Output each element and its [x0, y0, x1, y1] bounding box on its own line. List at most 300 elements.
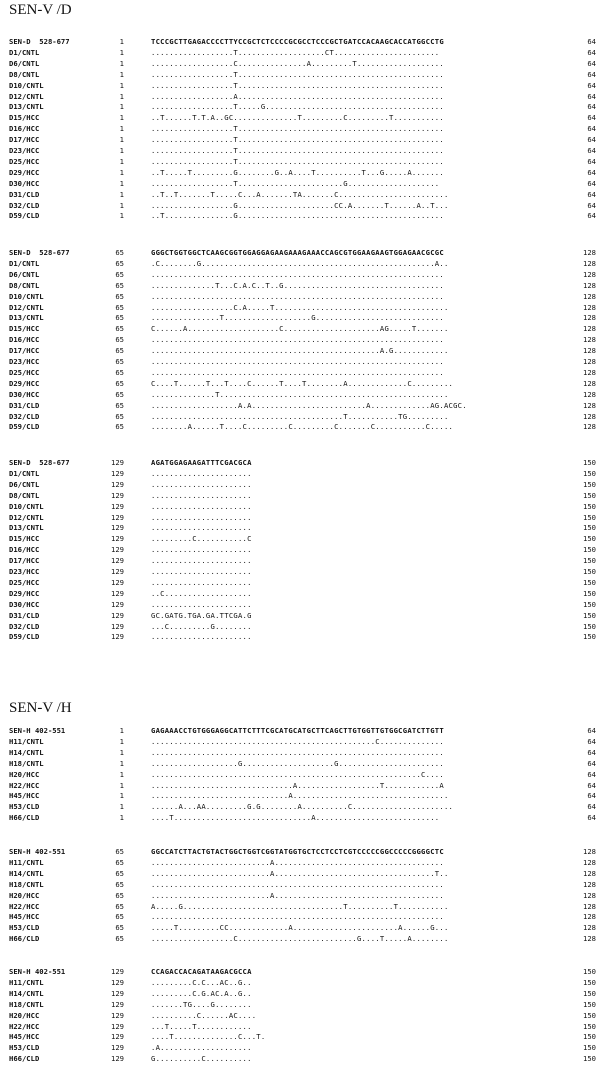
sequence-text: ...................... [151, 490, 252, 500]
sequence-text: ..........C......AC.... [151, 1010, 257, 1020]
sequence-text: ..T.....T.........G........G..A....T..........T...G.....A....... [151, 167, 444, 177]
start-position: 65 [115, 912, 124, 922]
start-position: 65 [115, 378, 124, 388]
start-position: 129 [111, 1021, 124, 1031]
alignment-row [0, 69, 601, 80]
start-position: 65 [115, 367, 124, 377]
start-position: 129 [111, 588, 124, 598]
alignment-row [0, 367, 601, 378]
sequence-text: ...................... [151, 523, 252, 533]
end-position: 128 [583, 879, 596, 889]
alignment-row [0, 258, 601, 269]
start-position: 129 [111, 512, 124, 522]
sequence-label: SEN-H 402-551 [9, 726, 66, 735]
start-position: 65 [115, 400, 124, 410]
sequence-text: ...T.....T............ [151, 1021, 252, 1031]
alignment-row [0, 468, 601, 479]
sequence-label: SEN-D 528-677 [9, 37, 70, 46]
start-position: 65 [115, 302, 124, 312]
sequence-text: ...................A.A.........................A.............AG.ACGC. [151, 400, 467, 410]
end-position: 64 [587, 758, 596, 768]
sequence-label: D29/HCC [9, 378, 40, 388]
sequence-label: D8/CNTL [9, 280, 40, 290]
sequence-label: H45/HCC [9, 912, 40, 922]
start-position: 129 [111, 523, 124, 533]
sequence-label: D6/CNTL [9, 58, 40, 68]
alignment-row [0, 544, 601, 555]
start-position: 65 [115, 422, 124, 432]
end-position: 150 [583, 468, 596, 478]
start-position: 65 [115, 291, 124, 301]
sequence-text: GGCCATCTTACTGTACTGGCTGGTCGGTATGGTGCTCCTCCTCGTCCCCCGGCCCCCGGGGCTC [151, 847, 444, 856]
sequence-label: H53/CLD [9, 1043, 40, 1053]
end-position: 150 [583, 567, 596, 576]
sequence-text: ................................................................ [151, 367, 444, 377]
end-position: 128 [583, 378, 596, 388]
end-position: 128 [583, 422, 596, 432]
end-position: 64 [587, 156, 596, 166]
sequence-label: D10/CNTL [9, 291, 44, 301]
sequence-label: D30/HCC [9, 599, 40, 609]
end-position: 64 [587, 813, 596, 823]
end-position: 128 [583, 269, 596, 279]
alignment-row [0, 112, 601, 123]
end-position: 64 [587, 178, 596, 188]
sequence-text: .C........G...................................................A.. [151, 258, 449, 268]
sequence-label: D31/CLD [9, 610, 40, 620]
sequence-text: .........C...........C [151, 534, 252, 544]
start-position: 129 [111, 1054, 124, 1064]
alignment-row [0, 566, 601, 577]
alignment-row [0, 312, 601, 323]
sequence-label: H20/HCC [9, 890, 40, 900]
sequence-label: D59/CLD [9, 632, 40, 642]
sequence-text: ...C.........G........ [151, 621, 252, 631]
sequence-text: ..T...............G............................................. [151, 211, 444, 221]
sequence-label: D29/HCC [9, 588, 40, 598]
sequence-label: D31/CLD [9, 400, 40, 410]
alignment-row [0, 323, 601, 334]
end-position: 128 [583, 248, 596, 257]
sequence-text: ...................... [151, 545, 252, 555]
sequence-label: D16/HCC [9, 335, 40, 345]
sequence-label: D16/HCC [9, 124, 40, 134]
sequence-label: H11/CNTL [9, 977, 44, 987]
end-position: 128 [583, 411, 596, 421]
alignment-row [0, 922, 601, 933]
sequence-text: ..............T.................................................. [151, 389, 449, 399]
start-position: 65 [115, 346, 124, 356]
sequence-label: D17/HCC [9, 346, 40, 356]
sequence-text: CCAGACCACAGATAAGACGCCA [151, 967, 252, 976]
start-position: 129 [111, 999, 124, 1009]
start-position: 129 [111, 1010, 124, 1020]
end-position: 150 [583, 632, 596, 642]
start-position: 129 [111, 545, 124, 555]
sequence-text: ..........................A..................................... [151, 890, 444, 900]
sequence-text: ...............T...................G............................ [151, 313, 444, 323]
end-position: 64 [587, 58, 596, 68]
start-position: 1 [119, 769, 124, 779]
sequence-label: D25/HCC [9, 367, 40, 377]
sequence-text: ..................C.A.....T...................................... [151, 302, 449, 312]
start-position: 129 [111, 556, 124, 566]
sequence-text: ..........................A..................................... [151, 857, 444, 867]
reference-row [0, 247, 601, 258]
sequence-label: D10/CNTL [9, 501, 44, 511]
alignment-row [0, 790, 601, 801]
start-position: 65 [115, 269, 124, 279]
sequence-text: ..................C...............A.........T................... [151, 58, 444, 68]
end-position: 128 [583, 324, 596, 334]
sequence-text: GAGAAACCTGTGGGAGGCATTCTTTCGCATGCATGCTTCAGCTTGTGGTTGTGGCGATCTTGTT [151, 726, 444, 735]
sequence-text: ..................C..........................G....T.....A........ [151, 934, 449, 944]
start-position: 129 [111, 977, 124, 987]
sequence-text: ..................T.....G....................................... [151, 102, 444, 112]
sequence-text: A.....G...................................T..........T........... [151, 901, 449, 911]
alignment-row [0, 156, 601, 167]
end-position: 64 [587, 146, 596, 155]
sequence-label: D23/HCC [9, 357, 40, 366]
end-position: 64 [587, 189, 596, 199]
sequence-label: D8/CNTL [9, 490, 40, 500]
reference-row [0, 966, 601, 977]
alignment-row [0, 134, 601, 145]
sequence-text: .....T.........CC.............A.......................A......G... [151, 923, 449, 933]
end-position: 128 [583, 400, 596, 410]
end-position: 64 [587, 167, 596, 177]
sequence-label: D6/CNTL [9, 269, 40, 279]
end-position: 128 [583, 291, 596, 301]
alignment-row [0, 167, 601, 178]
end-position: 128 [583, 302, 596, 312]
start-position: 129 [111, 1032, 124, 1042]
sequence-text: ................................................................ [151, 879, 444, 889]
sequence-label: D31/CLD [9, 189, 40, 199]
start-position: 1 [119, 113, 124, 123]
start-position: 129 [111, 534, 124, 544]
end-position: 128 [583, 847, 596, 856]
end-position: 128 [583, 923, 596, 933]
end-position: 64 [587, 91, 596, 101]
alignment-row [0, 1042, 601, 1053]
sequence-label: D12/CNTL [9, 512, 44, 522]
start-position: 1 [119, 813, 124, 823]
alignment-row [0, 356, 601, 367]
start-position: 65 [115, 890, 124, 900]
sequence-text: ................................................................ [151, 335, 444, 345]
sequence-text: ...................... [151, 577, 252, 587]
start-position: 1 [119, 736, 124, 746]
sequence-text: ...................G....................G....................... [151, 758, 444, 768]
reference-row [0, 725, 601, 736]
end-position: 128 [583, 389, 596, 399]
sequence-label: D23/HCC [9, 146, 40, 155]
start-position: 1 [119, 146, 124, 155]
sequence-label: D17/HCC [9, 556, 40, 566]
alignment-row [0, 588, 601, 599]
end-position: 128 [583, 280, 596, 290]
end-position: 64 [587, 135, 596, 145]
end-position: 64 [587, 47, 596, 57]
start-position: 1 [119, 747, 124, 757]
sequence-label: H66/CLD [9, 813, 40, 823]
start-position: 1 [119, 91, 124, 101]
alignment-row [0, 178, 601, 189]
sequence-text: ...................... [151, 632, 252, 642]
end-position: 150 [583, 999, 596, 1009]
sequence-label: D15/HCC [9, 534, 40, 544]
end-position: 128 [583, 313, 596, 323]
alignment-row [0, 80, 601, 91]
sequence-label: H14/CNTL [9, 868, 44, 878]
end-position: 128 [583, 890, 596, 900]
sequence-label: D30/HCC [9, 389, 40, 399]
sequence-label: D12/CNTL [9, 91, 44, 101]
sequence-text: GC.GATG.TGA.GA.TTCGA.G [151, 610, 252, 620]
end-position: 128 [583, 367, 596, 377]
end-position: 150 [583, 479, 596, 489]
sequence-label: D15/HCC [9, 113, 40, 123]
end-position: 150 [583, 1043, 596, 1053]
sequence-text: ..............T...C.A.C..T..G................................... [151, 280, 444, 290]
end-position: 150 [583, 1032, 596, 1042]
sequence-label: H66/CLD [9, 934, 40, 944]
start-position: 129 [111, 967, 124, 976]
sequence-text: ..................T............................................. [151, 146, 444, 155]
alignment-row [0, 933, 601, 944]
start-position: 129 [111, 479, 124, 489]
end-position: 128 [583, 258, 596, 268]
sequence-text: .................................................C.............. [151, 736, 444, 746]
sequence-text: .........C.G.AC.A..G.. [151, 988, 252, 998]
end-position: 150 [583, 588, 596, 598]
sequence-text: .......TG....G........ [151, 999, 252, 1009]
alignment-row [0, 189, 601, 200]
end-position: 150 [583, 523, 596, 533]
start-position: 1 [119, 47, 124, 57]
reference-row [0, 846, 601, 857]
end-position: 150 [583, 1021, 596, 1031]
alignment-row [0, 411, 601, 422]
sequence-label: H20/HCC [9, 1010, 40, 1020]
start-position: 1 [119, 124, 124, 134]
alignment-row [0, 1010, 601, 1021]
alignment-row [0, 47, 601, 58]
end-position: 128 [583, 901, 596, 911]
sequence-label: D1/CNTL [9, 47, 40, 57]
sequence-label: D59/CLD [9, 211, 40, 221]
alignment-row [0, 911, 601, 922]
reference-row [0, 36, 601, 47]
sequence-text: ................................................................ [151, 269, 444, 279]
sequence-label: D8/CNTL [9, 69, 40, 79]
alignment-row [0, 378, 601, 389]
alignment-row [0, 58, 601, 69]
sequence-text: ...................... [151, 501, 252, 511]
start-position: 65 [115, 934, 124, 944]
sequence-text: ....T..............................A........................... [151, 813, 440, 823]
alignment-row [0, 988, 601, 999]
end-position: 150 [583, 610, 596, 620]
end-position: 64 [587, 726, 596, 735]
start-position: 65 [115, 847, 124, 856]
start-position: 65 [115, 313, 124, 323]
end-position: 150 [583, 621, 596, 631]
end-position: 150 [583, 988, 596, 998]
end-position: 150 [583, 977, 596, 987]
sequence-text: ..................T............................................. [151, 156, 444, 166]
sequence-text: ..................T.......................G.................... [151, 178, 440, 188]
sequence-text: TCCCGCTTGAGACCCCTTYCCGCTCTCCCCGCGCCTCCCGCTGATCCACAAGCACCATGGCCTG [151, 37, 444, 46]
start-position: 65 [115, 357, 124, 366]
alignment-row [0, 801, 601, 812]
alignment-row [0, 901, 601, 912]
alignment-row [0, 577, 601, 588]
start-position: 1 [119, 102, 124, 112]
end-position: 64 [587, 80, 596, 90]
sequence-label: H45/HCC [9, 1032, 40, 1042]
sequence-text: ...................... [151, 479, 252, 489]
start-position: 65 [115, 335, 124, 345]
end-position: 150 [583, 512, 596, 522]
start-position: 129 [111, 988, 124, 998]
sequence-label: SEN-H 402-551 [9, 847, 66, 856]
sequence-text: ..T..T.......T.....C...A.......TA.......C........................ [151, 189, 449, 199]
sequence-text: ..................................................A.G............ [151, 346, 449, 356]
end-position: 64 [587, 769, 596, 779]
start-position: 1 [119, 135, 124, 145]
sequence-label: H22/HCC [9, 780, 40, 790]
sequence-text: ..T......T.T.A..GC..............T.........C.........T........... [151, 113, 444, 123]
sequence-label: H18/CNTL [9, 999, 44, 1009]
sequence-label: D15/HCC [9, 324, 40, 334]
end-position: 64 [587, 802, 596, 812]
sequence-label: H22/HCC [9, 1021, 40, 1031]
sequence-label: H14/CNTL [9, 747, 44, 757]
sequence-text: ...................... [151, 567, 252, 576]
sequence-label: H45/HCC [9, 791, 40, 801]
start-position: 65 [115, 258, 124, 268]
alignment-row [0, 522, 601, 533]
sequence-label: H22/HCC [9, 901, 40, 911]
alignment-row [0, 879, 601, 890]
sequence-text: C....T......T...T....C......T....T........A.............C......... [151, 378, 454, 388]
start-position: 129 [111, 621, 124, 631]
alignment-row [0, 123, 601, 134]
sequence-label: D17/HCC [9, 135, 40, 145]
start-position: 65 [115, 324, 124, 334]
sequence-text: ...............................A..................T............A [151, 780, 444, 790]
sequence-label: H20/HCC [9, 769, 40, 779]
sequence-label: D25/HCC [9, 577, 40, 587]
alignment-row [0, 631, 601, 642]
end-position: 64 [587, 211, 596, 221]
sequence-label: D30/HCC [9, 178, 40, 188]
alignment-row [0, 977, 601, 988]
start-position: 1 [119, 69, 124, 79]
alignment-row [0, 621, 601, 632]
sequence-label: SEN-H 402-551 [9, 967, 66, 976]
sequence-text: ..................T............................................. [151, 124, 444, 134]
sequence-label: H53/CLD [9, 802, 40, 812]
end-position: 64 [587, 37, 596, 46]
end-position: 64 [587, 780, 596, 790]
start-position: 1 [119, 156, 124, 166]
sequence-text: C......A....................C.....................AG.....T....... [151, 324, 449, 334]
sequence-text: ..................G.....................CC.A.......T......A..T... [151, 200, 449, 210]
section-title: SEN-V /D [9, 2, 72, 18]
alignment-row [0, 269, 601, 280]
sequence-text: GGGCTGGTGGCTCAAGCGGTGGAGGAGAAGAAAGAAACCAGCGTGGAAGAAGTGGAGAACGCGC [151, 248, 444, 257]
alignment-row [0, 747, 601, 758]
sequence-text: ...........................................................C.... [151, 769, 444, 779]
end-position: 128 [583, 857, 596, 867]
end-position: 128 [583, 335, 596, 345]
alignment-row [0, 501, 601, 512]
alignment-row [0, 291, 601, 302]
alignment-row [0, 490, 601, 501]
start-position: 129 [111, 468, 124, 478]
sequence-text: ....T..............C...T. [151, 1032, 266, 1042]
alignment-row [0, 780, 601, 791]
sequence-label: D59/CLD [9, 422, 40, 432]
end-position: 150 [583, 599, 596, 609]
sequence-label: D25/HCC [9, 156, 40, 166]
start-position: 1 [119, 167, 124, 177]
sequence-label: D13/CNTL [9, 313, 44, 323]
sequence-label: H53/CLD [9, 923, 40, 933]
start-position: 1 [119, 780, 124, 790]
reference-row [0, 457, 601, 468]
start-position: 129 [111, 458, 124, 467]
end-position: 150 [583, 1054, 596, 1064]
end-position: 64 [587, 791, 596, 801]
sequence-label: SEN-D 528-677 [9, 248, 70, 257]
sequence-text: ..........................................T...........TG......... [151, 411, 449, 421]
alignment-row [0, 145, 601, 156]
sequence-text: ..................T............................................. [151, 80, 444, 90]
sequence-text: ...................... [151, 556, 252, 566]
alignment-row [0, 210, 601, 221]
start-position: 65 [115, 389, 124, 399]
sequence-text: ..................A............................................. [151, 91, 444, 101]
sequence-label: H14/CNTL [9, 988, 44, 998]
sequence-text: ................................................................ [151, 747, 444, 757]
alignment-row [0, 812, 601, 823]
start-position: 1 [119, 726, 124, 735]
start-position: 129 [111, 577, 124, 587]
alignment-row [0, 599, 601, 610]
sequence-label: SEN-D 528-677 [9, 458, 70, 467]
alignment-row [0, 758, 601, 769]
end-position: 150 [583, 556, 596, 566]
end-position: 128 [583, 346, 596, 356]
alignment-row [0, 999, 601, 1010]
alignment-row [0, 890, 601, 901]
sequence-label: H18/CNTL [9, 879, 44, 889]
sequence-label: D23/HCC [9, 567, 40, 576]
sequence-label: D16/HCC [9, 545, 40, 555]
sequence-label: D1/CNTL [9, 468, 40, 478]
end-position: 150 [583, 458, 596, 467]
sequence-text: ...................... [151, 599, 252, 609]
end-position: 128 [583, 357, 596, 366]
alignment-row [0, 91, 601, 102]
end-position: 150 [583, 1010, 596, 1020]
alignment-row [0, 479, 601, 490]
end-position: 150 [583, 967, 596, 976]
